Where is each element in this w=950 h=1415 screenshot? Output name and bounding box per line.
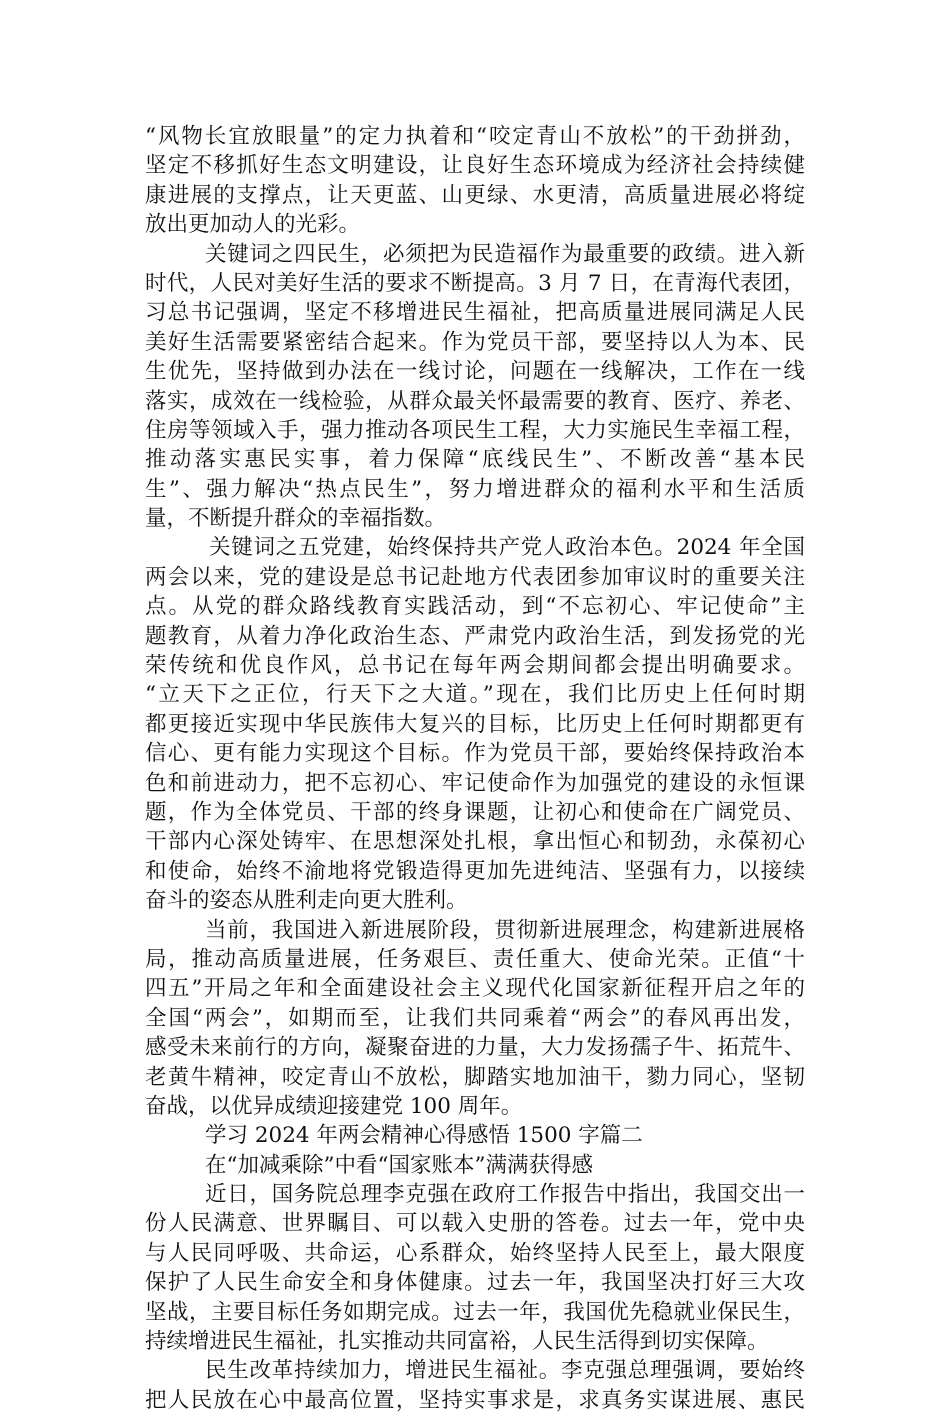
text-line: 把人民放在心中最高位置，坚持实事求是，求真务实谋进展、惠民 [145, 1387, 805, 1413]
text-line: 奋战，以优异成绩迎接建党 100 周年。 [145, 1093, 523, 1119]
paragraph-start-line: 关键词之四民生，必须把为民造福作为最重要的政绩。进入新 [205, 241, 805, 267]
text-line: 题教育，从着力净化政治生态、严肃党内政治生活，到发扬党的光 [145, 623, 805, 649]
text-line: 生优先，坚持做到办法在一线讨论，问题在一线解决，工作在一线 [145, 359, 805, 385]
text-line: 老黄牛精神，咬定青山不放松，脚踏实地加油干，勠力同心，坚韧 [145, 1064, 805, 1090]
paragraph-start-line: 关键词之五党建，始终保持共产党人政治本色。2024 年全国 [209, 535, 805, 561]
text-line: 保护了人民生命安全和身体健康。过去一年，我国坚决打好三大攻 [145, 1270, 805, 1296]
text-line: 美好生活需要紧密结合起来。作为党员干部，要坚持以人为本、民 [145, 329, 805, 355]
text-line: 色和前进动力，把不忘初心、牢记使命作为加强党的建设的永恒课 [145, 770, 805, 796]
text-line: 与人民同呼吸、共命运，心系群众，始终坚持人民至上，最大限度 [145, 1240, 805, 1266]
text-line: 奋斗的姿态从胜利走向更大胜利。 [145, 888, 468, 914]
text-line: 题，作为全体党员、干部的终身课题，让初心和使命在广阔党员、 [145, 799, 805, 825]
text-line: “风物长宜放眼量”的定力执着和“咬定青山不放松”的干劲拼劲， [145, 124, 805, 149]
paragraph-start-line: 民生改革持续加力，增进民生福祉。李克强总理强调，要始终 [205, 1358, 805, 1384]
text-line: 量，不断提升群众的幸福指数。 [145, 506, 447, 532]
text-line: 局，推动高质量进展，任务艰巨、责任重大、使命光荣。正值“十 [145, 946, 805, 972]
text-line: 两会以来，党的建设是总书记赴地方代表团参加审议时的重要关注 [145, 564, 805, 590]
text-line: 信心、更有能力实现这个目标。作为党员干部，要始终保持政治本 [145, 741, 805, 767]
text-line: 全国“两会”，如期而至，让我们共同乘着“两会”的春风再出发， [145, 1005, 805, 1031]
text-line: 荣传统和优良作风，总书记在每年两会期间都会提出明确要求。 [145, 653, 805, 679]
text-line: 四五”开局之年和全面建设社会主义现代化国家新征程开启之年的 [145, 976, 805, 1002]
text-line: 时代，人民对美好生活的要求不断提高。3 月 7 日，在青海代表团， [145, 270, 805, 296]
paragraph-start-line: 近日，国务院总理李克强在政府工作报告中指出，我国交出一 [205, 1182, 805, 1208]
text-line: 和使命，始终不渝地将党锻造得更加先进纯洁、坚强有力，以接续 [145, 858, 805, 884]
text-line: 生”、强力解决“热点民生”，努力增进群众的福利水平和生活质 [145, 476, 805, 502]
text-line: “立天下之正位，行天下之大道。”现在，我们比历史上任何时期 [145, 682, 805, 708]
text-line: 点。从党的群众路线教育实践活动，到“不忘初心、牢记使命”主 [145, 594, 805, 620]
section-heading: 学习 2024 年两会精神心得感悟 1500 字篇二 [205, 1123, 643, 1149]
text-line: 干部内心深处铸牢、在思想深处扎根，拿出恒心和韧劲，永葆初心 [145, 829, 805, 855]
text-line: 持续增进民生福祉，扎实推动共同富裕，人民生活得到切实保障。 [145, 1329, 769, 1355]
text-line: 住房等领域入手，强力推动各项民生工程，大力实施民生幸福工程， [145, 417, 805, 443]
text-line: 坚战，主要目标任务如期完成。过去一年，我国优先稳就业保民生， [145, 1299, 805, 1325]
document-body [145, 122, 805, 1415]
text-line: 放出更加动人的光彩。 [145, 212, 361, 238]
paragraph-start-line: 当前，我国进入新进展阶段，贯彻新进展理念，构建新进展格 [205, 917, 805, 943]
text-line: 都更接近实现中华民族伟大复兴的目标，比历史上任何时期都更有 [145, 711, 805, 737]
article-title: 在“加减乘除”中看“国家账本”满满获得感 [205, 1152, 593, 1178]
text-line: 份人民满意、世界瞩目、可以载入史册的答卷。过去一年，党中央 [145, 1211, 805, 1237]
text-line: 康进展的支撑点，让天更蓝、山更绿、水更清，高质量进展必将绽 [145, 182, 805, 208]
text-line: 习总书记强调，坚定不移增进民生福祉，把高质量进展同满足人民 [145, 300, 805, 326]
text-line: 坚定不移抓好生态文明建设，让良好生态环境成为经济社会持续健 [145, 153, 805, 179]
text-line: 推动落实惠民实事，着力保障“底线民生”、不断改善“基本民 [145, 447, 805, 473]
text-line: 落实，成效在一线检验，从群众最关怀最需要的教育、医疗、养老、 [145, 388, 805, 414]
text-line: 感受未来前行的方向，凝聚奋进的力量，大力发扬孺子牛、拓荒牛、 [145, 1035, 805, 1061]
